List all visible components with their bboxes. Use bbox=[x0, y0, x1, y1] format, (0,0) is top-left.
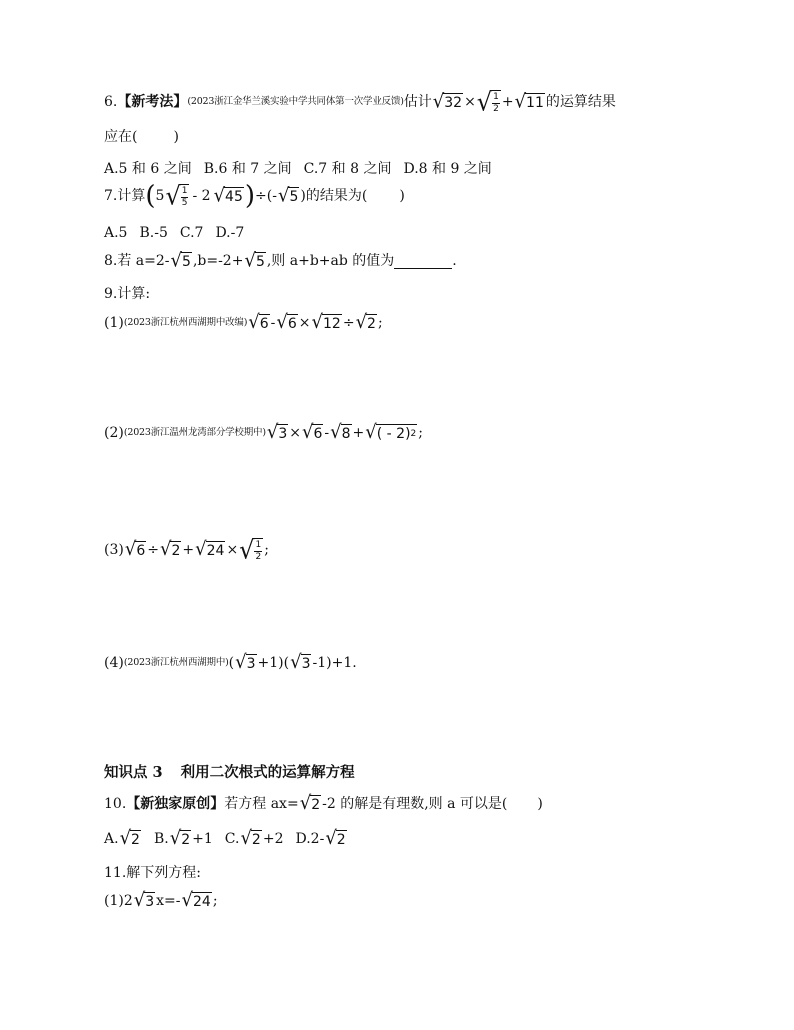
q9-sub3-sqrt-6: √ 6 bbox=[124, 538, 146, 561]
q9-sub4-sqrt-3a: √ 3 bbox=[235, 651, 256, 674]
q6-tail: 的运算结果 bbox=[545, 94, 616, 110]
q7-sqrt-5: √ 5 bbox=[277, 184, 299, 207]
q10-option-d: D.2- √ 2 bbox=[295, 827, 346, 850]
q8-sqrt-5a: √ 5 bbox=[170, 249, 191, 272]
q10-line: 10. 【新独家原创】 若方程 ax= √ 2 -2 的解是有理数,则 a 可以是( ) bbox=[104, 792, 543, 815]
q6-tag: 【新考法】 bbox=[117, 94, 188, 110]
q7-line: 7.计算 ( 5 √ $\frac{1}{5}$ - 2 √ 45 ) ÷(- √ 5 )的结果为( ) bbox=[104, 181, 405, 211]
section-label: 知识点 3 bbox=[104, 764, 163, 781]
q8-sqrt-5b: √ 5 bbox=[244, 249, 265, 272]
q9-sub3-sqrt-half: √ $\frac{1}{2}$ bbox=[239, 535, 262, 565]
q10-tag: 【新独家原创】 bbox=[126, 796, 225, 812]
q6-option-c: C.7 和 8 之间 bbox=[303, 161, 392, 177]
q9-sub3: (3) √ 6 ÷ √ 2 + √ 24 × √ $\frac{1}{2}$ ; bbox=[104, 535, 269, 565]
q7-option-a: A.5 bbox=[104, 225, 128, 241]
q7-option-d: D.-7 bbox=[215, 225, 245, 241]
q9-sub4-sqrt-3b: √ 3 bbox=[290, 651, 311, 674]
q6-sqrt-half: √ $\frac{1}{2}$ bbox=[476, 87, 499, 117]
q11-sub1-sqrt-24: √ 24 bbox=[181, 889, 211, 912]
q8-line: 8.若 a=2- √ 5 ,b=-2+ √ 5 ,则 a+b+ab 的值为 . bbox=[104, 249, 457, 272]
q6-option-a: A.5 和 6 之间 bbox=[104, 161, 192, 177]
q9-sub2-sqrt-8: √ 8 bbox=[330, 421, 351, 444]
q7-options bbox=[104, 226, 244, 240]
q11-sub1: (1)2 √ 3 x=- √ 24 ; bbox=[104, 889, 218, 912]
q9-sub1: (1) (2023浙江杭州西湖期中改编) √ 6 - √ 6 × √ 12 ÷ √ 2 ; bbox=[104, 311, 383, 334]
section-title: 利用二次根式的运算解方程 bbox=[180, 764, 355, 781]
q9-title: 9.计算: bbox=[104, 286, 151, 302]
q6-sqrt-11: √ 11 bbox=[514, 90, 544, 113]
q10-options bbox=[104, 827, 348, 850]
q7-option-c: C.7 bbox=[179, 225, 204, 241]
q9-sub1-sqrt-2: √ 2 bbox=[355, 311, 376, 334]
q7-option-b: B.-5 bbox=[139, 225, 168, 241]
q10-option-a: A. √ 2 bbox=[104, 827, 140, 850]
q9-sub1-sqrt-6b: √ 6 bbox=[276, 311, 297, 334]
q11-title: 11.解下列方程: bbox=[104, 865, 201, 881]
q6-option-b: B.6 和 7 之间 bbox=[203, 161, 292, 177]
q9-sub2-sqrt-neg2-sq: √ ( - 2) 2 bbox=[365, 421, 417, 444]
q10-option-b: B. √ 2 +1 bbox=[153, 827, 213, 850]
q10-option-c: C. √ 2 +2 bbox=[224, 827, 284, 850]
q9-sub3-sqrt-24: √ 24 bbox=[195, 538, 225, 561]
q6-option-d: D.8 和 9 之间 bbox=[403, 161, 492, 177]
q9-sub1-sqrt-12: √ 12 bbox=[311, 311, 341, 334]
q9-sub3-sqrt-2: √ 2 bbox=[159, 538, 181, 561]
q6-line1: 6. 【新考法】 (2023浙江金华兰溪实验中学共同体第一次学业反馈) 估计 √ 32 × √ $\frac{1}{2}$ + √ 11 的运算结果 bbox=[104, 87, 616, 117]
q6-sqrt-32: √ 32 bbox=[432, 90, 463, 113]
q6-line2: 应在( ) bbox=[104, 129, 179, 145]
q7-sqrt-fifth: √ $\frac{1}{5}$ bbox=[165, 181, 188, 211]
q6-options bbox=[104, 162, 492, 176]
q8-answer-blank[interactable] bbox=[394, 254, 452, 269]
q9-sub4: (4) (2023浙江杭州西湖期中) ( √ 3 +1)( √ 3 -1)+1. bbox=[104, 651, 357, 674]
q6-number: 6. bbox=[104, 94, 118, 110]
q6-lead: 估计 bbox=[403, 94, 432, 110]
q9-sub2-sqrt-6: √ 6 bbox=[301, 421, 323, 444]
q9-sub1-source: (2023浙江杭州西湖期中改编) bbox=[123, 317, 248, 329]
q10-sqrt-2: √ 2 bbox=[299, 792, 321, 815]
q9-sub4-source: (2023浙江杭州西湖期中) bbox=[123, 657, 229, 669]
q6-source: (2023浙江金华兰溪实验中学共同体第一次学业反馈) bbox=[187, 96, 404, 108]
q9-sub2: (2) (2023浙江温州龙湾部分学校期中) √ 3 × √ 6 - √ 8 + √ ( - 2) 2 ; bbox=[104, 421, 423, 444]
q11-sub1-sqrt-3: √ 3 bbox=[133, 889, 155, 912]
q7-sqrt-45: √ 45 bbox=[213, 184, 243, 207]
section-heading bbox=[104, 766, 355, 781]
q9-sub1-sqrt-6a: √ 6 bbox=[248, 311, 269, 334]
q9-sub2-source: (2023浙江温州龙湾部分学校期中) bbox=[123, 427, 266, 439]
q9-sub2-sqrt-3: √ 3 bbox=[266, 421, 288, 444]
